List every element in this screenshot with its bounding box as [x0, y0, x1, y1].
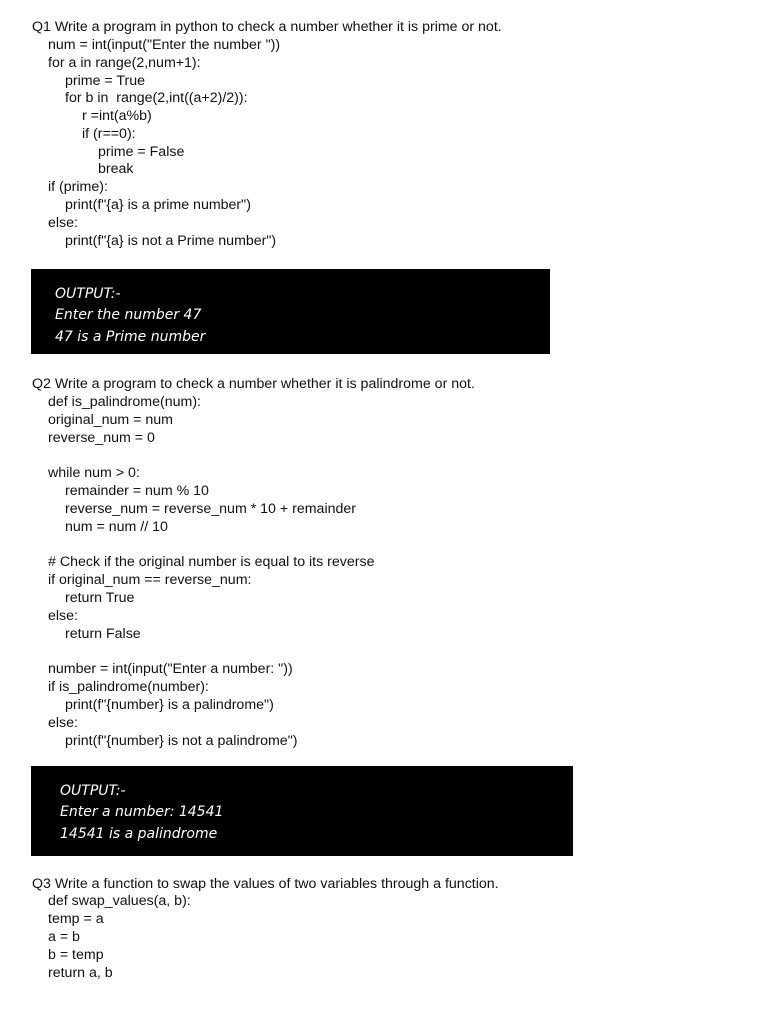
question-2-title: Q2 Write a program to check a number whether it is palindrome or not. [32, 376, 475, 392]
question-1-title: Q1 Write a program in python to check a number whether it is prime or not. [32, 19, 502, 35]
code-line: original_num = num [48, 412, 173, 428]
code-line: else: [48, 715, 78, 731]
code-line: print(f"{number} is a palindrome") [65, 697, 274, 713]
output-line: Enter the number 47 [55, 307, 202, 323]
code-line: print(f"{a} is not a Prime number") [65, 233, 277, 249]
code-line: print(f"{a} is a prime number") [65, 197, 251, 213]
code-line: if (r==0): [82, 126, 136, 142]
code-line: break [98, 161, 134, 177]
code-line: prime = True [65, 73, 146, 89]
code-line: else: [48, 215, 78, 231]
code-line: r =int(a%b) [82, 108, 152, 124]
output-heading: OUTPUT:- [55, 286, 121, 302]
code-line: else: [48, 608, 78, 624]
code-line: remainder = num % 10 [65, 483, 209, 499]
code-line: prime = False [98, 144, 185, 160]
output-line: 47 is a Prime number [55, 329, 206, 345]
code-line: num = num // 10 [65, 519, 168, 535]
code-line: if original_num == reverse_num: [48, 572, 252, 588]
code-line: return False [65, 626, 141, 642]
code-comment: # Check if the original number is equal to its reverse [48, 554, 375, 570]
code-line: print(f"{number} is not a palindrome") [65, 733, 298, 749]
code-line: return a, b [48, 965, 113, 981]
output-line: 14541 is a palindrome [60, 826, 218, 842]
code-line: temp = a [48, 911, 104, 927]
code-line: number = int(input("Enter a number: ")) [48, 661, 293, 677]
code-line: return True [65, 590, 135, 606]
code-line: for b in range(2,int((a+2)/2)): [65, 90, 248, 106]
code-line: for a in range(2,num+1): [48, 55, 201, 71]
code-line: reverse_num = reverse_num * 10 + remainder [65, 501, 356, 517]
code-line: while num > 0: [48, 465, 140, 481]
code-line: if is_palindrome(number): [48, 679, 209, 695]
code-line: reverse_num = 0 [48, 430, 155, 446]
output-heading: OUTPUT:- [60, 783, 126, 799]
code-line: num = int(input("Enter the number ")) [48, 37, 281, 53]
code-line: if (prime): [48, 179, 108, 195]
output-box-2 [31, 766, 573, 856]
code-line: a = b [48, 929, 80, 945]
code-line: b = temp [48, 947, 104, 963]
question-3-title: Q3 Write a function to swap the values of two variables through a function. [32, 876, 499, 892]
output-line: Enter a number: 14541 [60, 804, 224, 820]
code-line: def is_palindrome(num): [48, 394, 201, 410]
code-line: def swap_values(a, b): [48, 893, 191, 909]
output-box-1 [31, 269, 550, 354]
